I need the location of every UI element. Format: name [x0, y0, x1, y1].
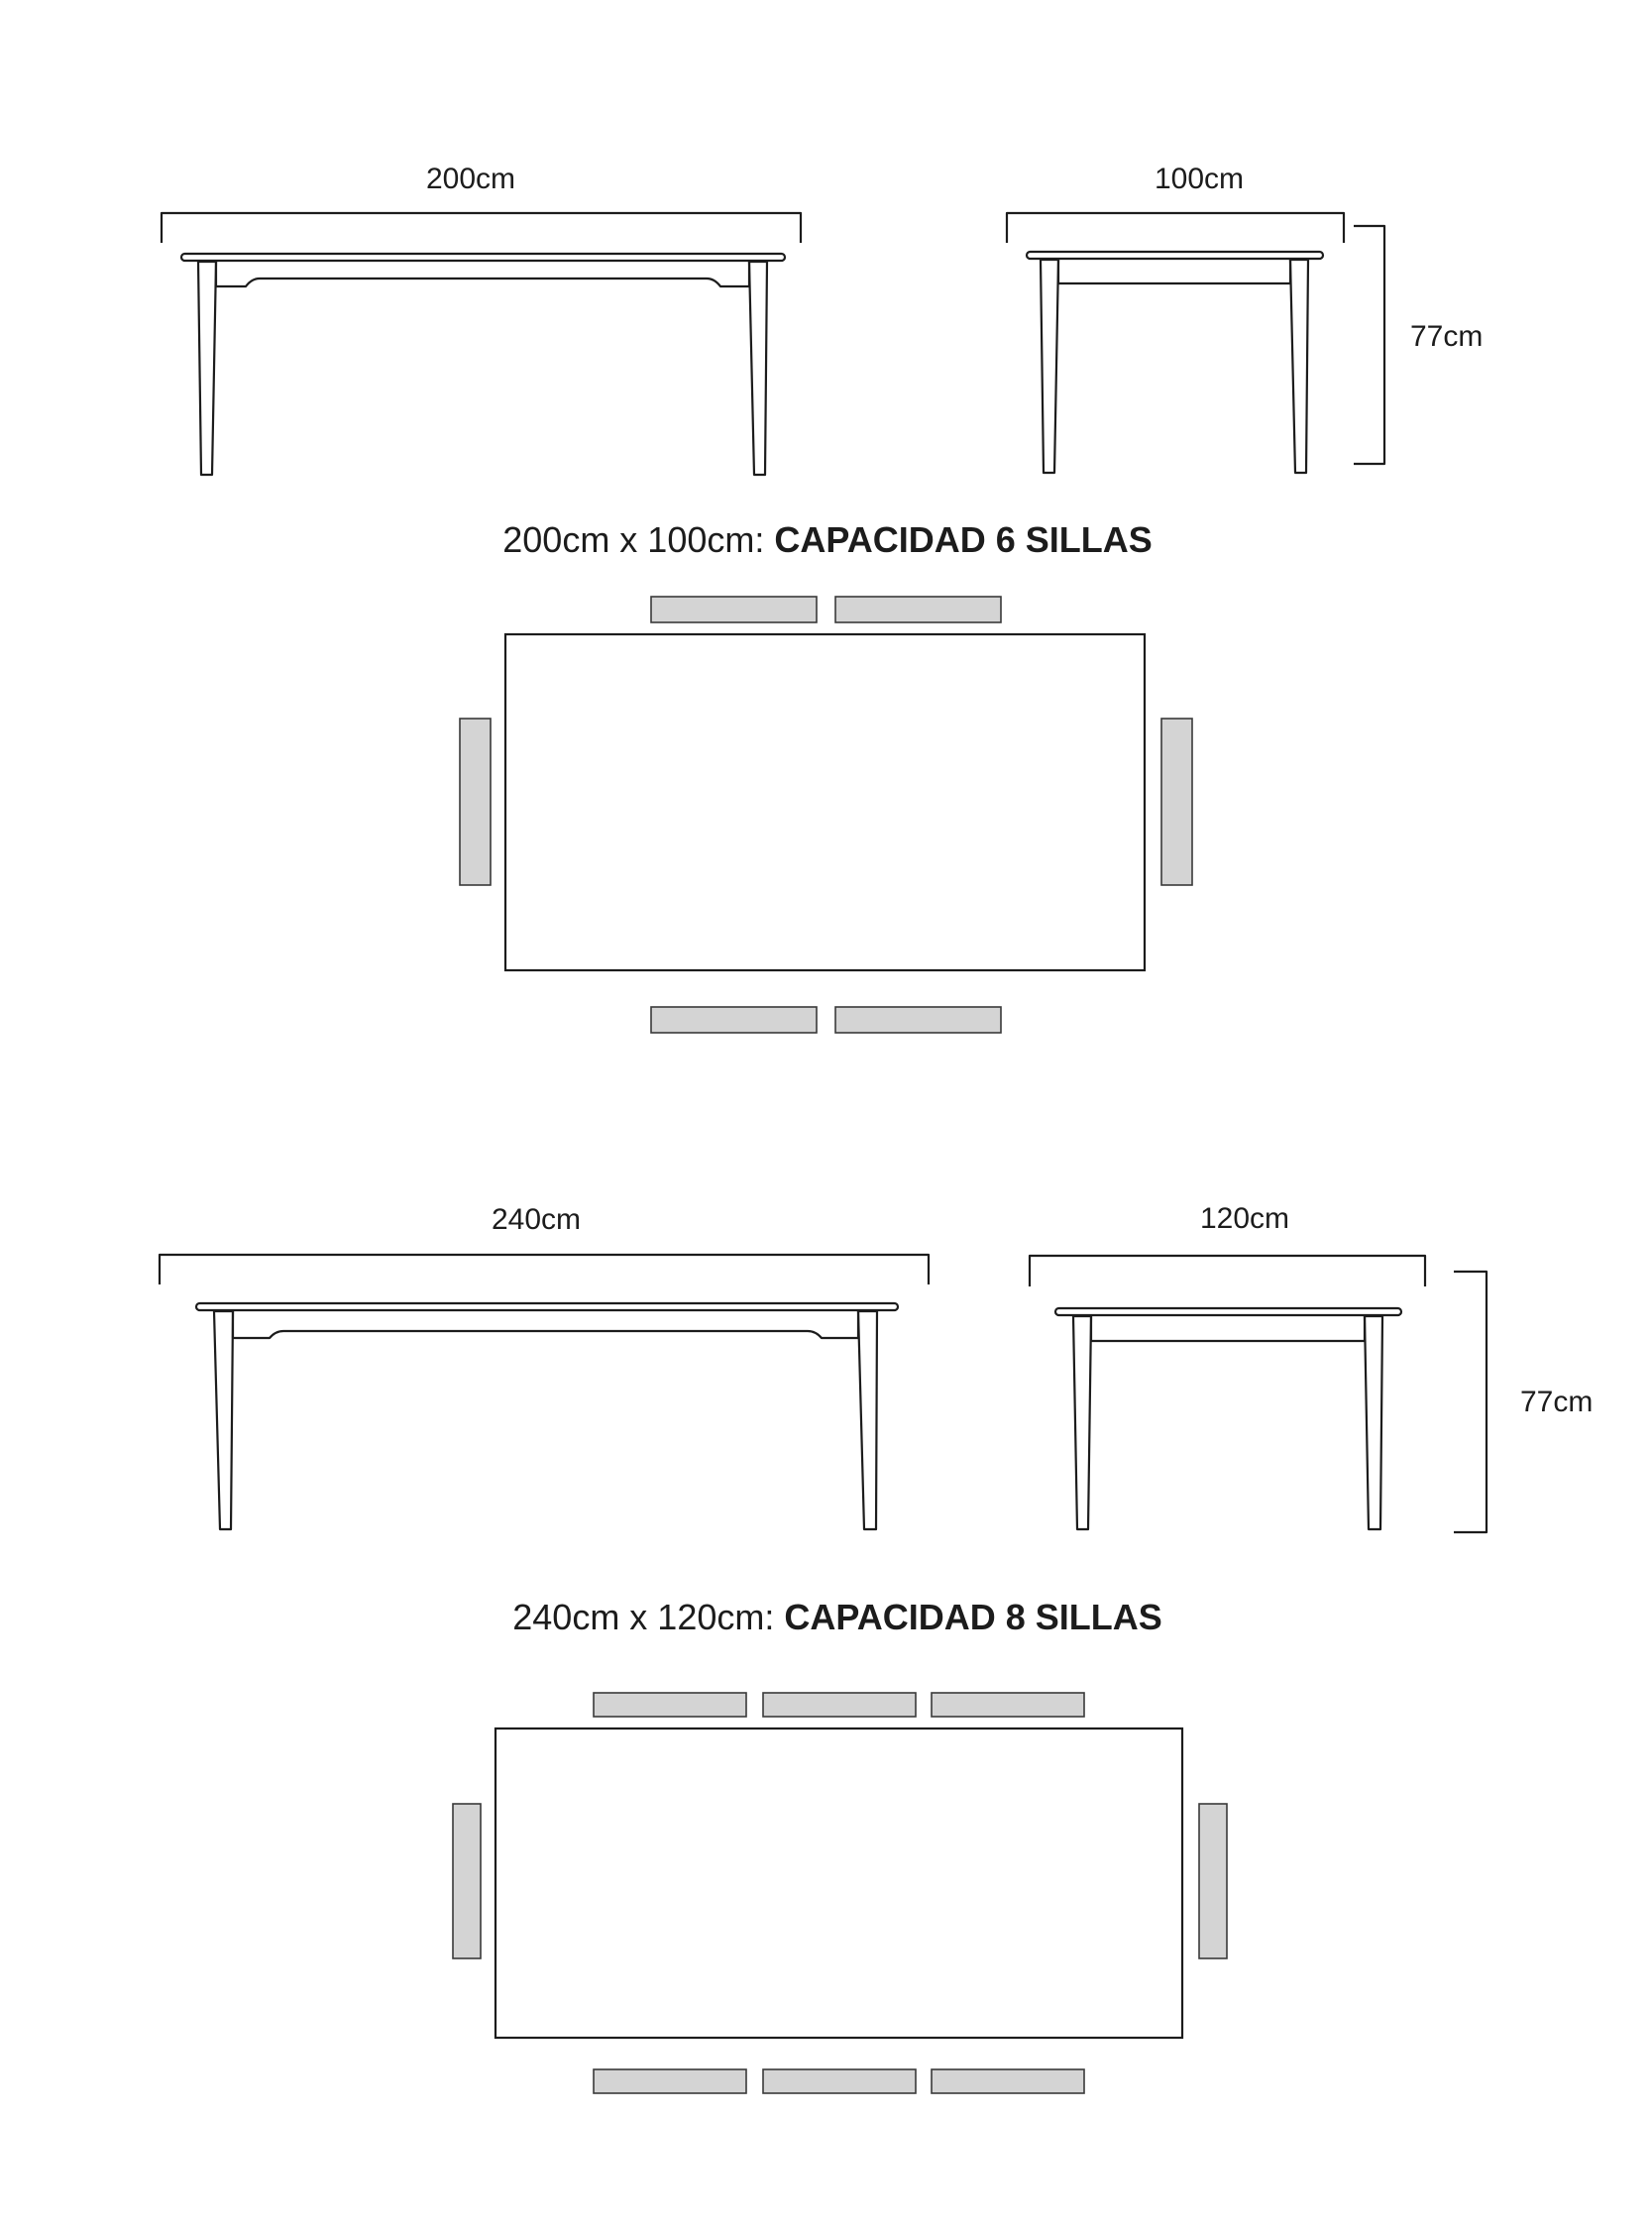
chair-bottom-1-1 [651, 1007, 817, 1033]
chair-right-1 [1161, 719, 1192, 885]
side-view-short-2 [1030, 1202, 1593, 1532]
table-top-long-1 [181, 254, 785, 261]
table-set-2 [160, 1202, 1593, 2093]
leg-left-long-2 [214, 1311, 233, 1529]
chair-top-2-3 [932, 1693, 1084, 1717]
chair-bottom-2-3 [932, 2069, 1084, 2093]
caption-dims-2: 240cm x 120cm: [512, 1597, 785, 1637]
table-top-long-2 [196, 1303, 898, 1310]
side-view-long-1 [162, 163, 801, 475]
leg-left-short-2 [1073, 1316, 1091, 1529]
height-dimension-bracket-2 [1454, 1272, 1487, 1532]
apron-long-1 [216, 262, 749, 286]
width-dimension-bracket-1 [1007, 213, 1344, 243]
chair-left-2 [453, 1804, 481, 1958]
leg-right-short-2 [1365, 1316, 1382, 1529]
leg-left-short-1 [1041, 260, 1058, 473]
chair-top-2-1 [594, 1693, 746, 1717]
leg-left-long-1 [198, 262, 216, 475]
width-label-1: 100cm [1154, 163, 1245, 195]
capacity-caption-2 [512, 1597, 1161, 1637]
caption-dims-1: 200cm x 100cm: [502, 519, 775, 560]
plan-view-1 [460, 597, 1192, 1033]
leg-right-long-2 [858, 1311, 877, 1529]
chair-top-1-2 [835, 597, 1001, 622]
leg-right-short-1 [1290, 260, 1308, 473]
height-label-1: 77cm [1410, 320, 1484, 353]
table-plan-2 [496, 1728, 1182, 2038]
chair-top-2-2 [763, 1693, 916, 1717]
height-label-2: 77cm [1520, 1386, 1594, 1418]
chair-right-2 [1199, 1804, 1227, 1958]
length-label-1: 200cm [425, 163, 516, 195]
side-view-long-2 [160, 1203, 929, 1529]
apron-long-2 [233, 1311, 858, 1338]
capacity-caption-1 [502, 519, 1152, 560]
side-view-short-1 [1007, 163, 1483, 473]
leg-right-long-1 [749, 262, 767, 475]
chair-bottom-2-2 [763, 2069, 916, 2093]
chair-bottom-1-2 [835, 1007, 1001, 1033]
chair-bottom-2-1 [594, 2069, 746, 2093]
chair-left-1 [460, 719, 491, 885]
length-dimension-bracket-2 [160, 1255, 929, 1284]
length-dimension-bracket-1 [162, 213, 801, 243]
table-top-short-2 [1055, 1308, 1401, 1315]
height-dimension-bracket-1 [1354, 226, 1384, 464]
caption-capacity-2: CAPACIDAD 8 SILLAS [784, 1597, 1162, 1637]
caption-capacity-1: CAPACIDAD 6 SILLAS [774, 519, 1153, 560]
apron-short-2 [1091, 1316, 1365, 1341]
table-plan-1 [505, 634, 1145, 970]
length-label-2: 240cm [491, 1203, 582, 1236]
table-top-short-1 [1027, 252, 1323, 259]
chair-top-1-1 [651, 597, 817, 622]
plan-view-2 [453, 1693, 1227, 2093]
table-set-1 [162, 163, 1483, 1033]
width-dimension-bracket-2 [1030, 1256, 1425, 1286]
apron-short-1 [1058, 260, 1290, 283]
width-label-2: 120cm [1199, 1202, 1290, 1235]
